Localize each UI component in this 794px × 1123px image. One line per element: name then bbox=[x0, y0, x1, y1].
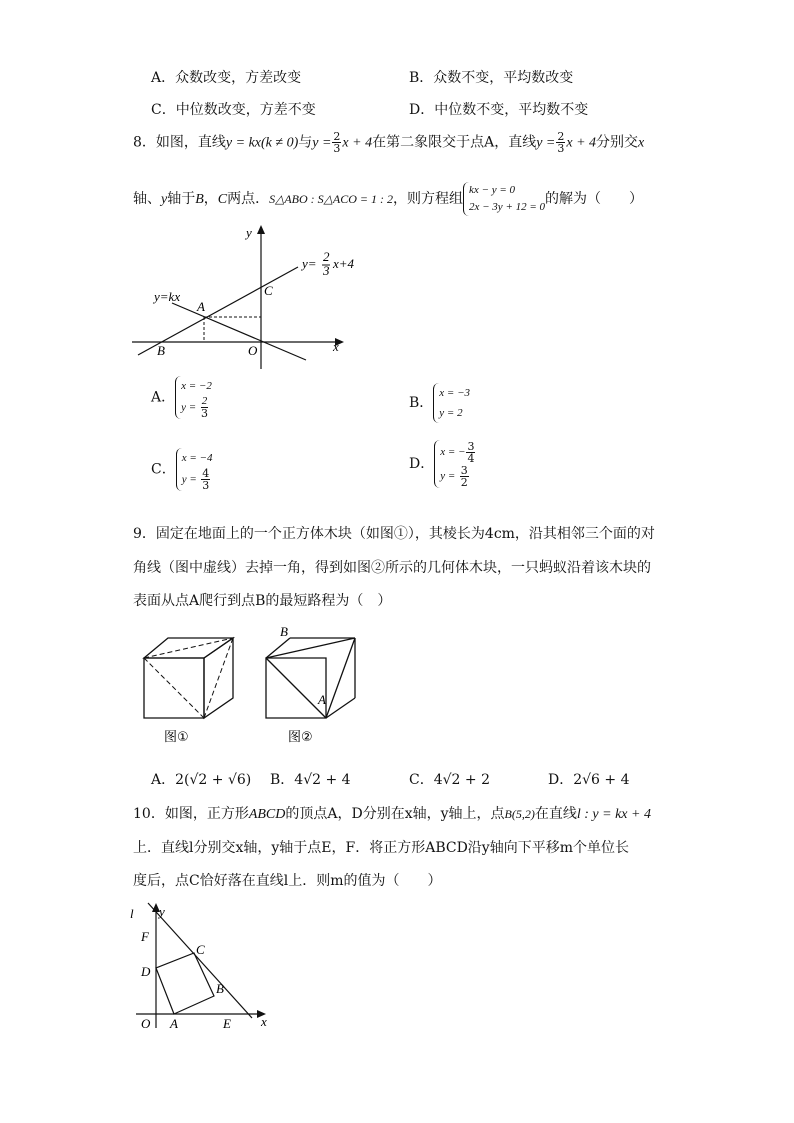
q8-equation-system: kx − y = 0 2x − 3y + 12 = 0 bbox=[463, 182, 545, 216]
q8-fraction: $\frac{2}{3}$ bbox=[333, 130, 341, 155]
point-a-label: A bbox=[170, 1016, 178, 1031]
figure-1-caption: 图① bbox=[164, 730, 189, 745]
line-frac-num: 2 bbox=[323, 249, 330, 264]
line-frac-den: 3 bbox=[323, 263, 330, 278]
q8-fraction: $\frac{2}{3}$ bbox=[557, 130, 565, 155]
q9-stem-line2: 角线（图中虚线）去掉一角，得到如图②所示的几何体木块，一只蚂蚁沿着该木块的 bbox=[133, 560, 651, 576]
q9-option-d: D．2√6 + 4 bbox=[548, 772, 630, 788]
point-e-label: E bbox=[223, 1016, 231, 1031]
figure-2-caption: 图② bbox=[288, 730, 313, 745]
q8-option-c: C． x = −4 y = $\frac{4}{3}$ bbox=[151, 448, 212, 491]
q8-eq1: y = kx(k ≠ 0) bbox=[225, 135, 299, 151]
q8-text: 与 bbox=[298, 134, 313, 151]
q8-stem-line2: 轴、y轴于B，C两点．S△ABO : S△ACO = 1 : 2，则方程组 kx − y = 0 2x − 3y + 12 = 0 的解为（ ） bbox=[133, 182, 643, 216]
cube-label-a: A bbox=[318, 692, 326, 707]
q7-option-a: A．众数改变，方差改变 bbox=[151, 70, 302, 86]
q7-option-c: C．中位数改变，方差不变 bbox=[151, 102, 316, 118]
q9-option-c: C．4√2 + 2 bbox=[409, 772, 490, 788]
q9-option-a: A．2(√2 + √6) bbox=[151, 772, 252, 788]
q7-option-b: B．众数不变，平均数改变 bbox=[409, 70, 574, 86]
q8-option-a: A． x = −2 y = $\frac{2}{3}$ bbox=[151, 376, 212, 419]
point-c-label: C bbox=[264, 283, 273, 298]
point-c-label: C bbox=[196, 942, 205, 957]
origin-label: O bbox=[141, 1016, 151, 1031]
y-axis-label: y bbox=[159, 904, 165, 919]
line-label: y= bbox=[302, 256, 317, 271]
point-b-label: B bbox=[216, 981, 224, 996]
q8-eq2: y = bbox=[312, 135, 332, 151]
q10-square-figure bbox=[128, 898, 278, 1033]
q8-text: 在第二象限交于点A，直线 bbox=[372, 134, 537, 151]
q8-number: 8． bbox=[133, 134, 156, 151]
q8-stem-line1: 8．如图，直线y = kx(k ≠ 0)与y = $\frac{2}{3}$ x + 4在第二象限交于点A，直线y = $\frac{2}{3}$ x + 4分别交x bbox=[133, 130, 645, 155]
q10-stem-line2: 上．直线l分别交x轴，y轴于点E，F．将正方形ABCD沿y轴向下平移m个单位长 bbox=[133, 840, 629, 856]
q9-option-b: B．4√2 + 4 bbox=[270, 772, 351, 788]
q9-stem-line1: 9．固定在地面上的一个正方体木块（如图①），其棱长为4cm，沿其相邻三个面的对 bbox=[133, 526, 655, 542]
q8-option-b: B． x = −3 y = 2 bbox=[409, 383, 470, 423]
q9-cube-figures bbox=[138, 620, 368, 750]
q10-stem-line3: 度后，点C恰好落在直线l上．则m的值为（ ） bbox=[133, 873, 442, 889]
q9-stem-line3: 表面从点A爬行到点B的最短路程为（ ） bbox=[133, 593, 392, 609]
x-axis-label: x bbox=[333, 339, 339, 354]
point-a-label: A bbox=[197, 299, 205, 314]
q7-option-d: D．中位数不变，平均数不变 bbox=[409, 102, 589, 118]
cube-label-b: B bbox=[280, 624, 288, 639]
point-b-label: B bbox=[157, 343, 165, 358]
q10-stem-line1: 10．如图，正方形ABCD的顶点A，D分别在x轴，y轴上，点B(5,2)在直线l : y = kx + 4 bbox=[133, 806, 651, 822]
q8-coordinate-figure bbox=[128, 225, 358, 375]
y-axis-label: y bbox=[246, 225, 252, 240]
point-d-label: D bbox=[141, 964, 151, 979]
q8-option-d: D． x = − $\frac{3}{4}$ y = $\frac{3}{2}$ bbox=[409, 439, 475, 489]
q8-area-ratio: S△ABO : S△ACO = 1 : 2 bbox=[269, 192, 393, 206]
origin-label: O bbox=[248, 343, 258, 358]
kx-label: y=kx bbox=[154, 289, 181, 304]
x-axis-label: x bbox=[261, 1014, 267, 1029]
q8-text: 如图，直线 bbox=[155, 134, 226, 151]
line-tail: x+4 bbox=[333, 256, 355, 271]
line-l-label: l bbox=[130, 906, 134, 921]
point-f-label: F bbox=[141, 929, 149, 944]
